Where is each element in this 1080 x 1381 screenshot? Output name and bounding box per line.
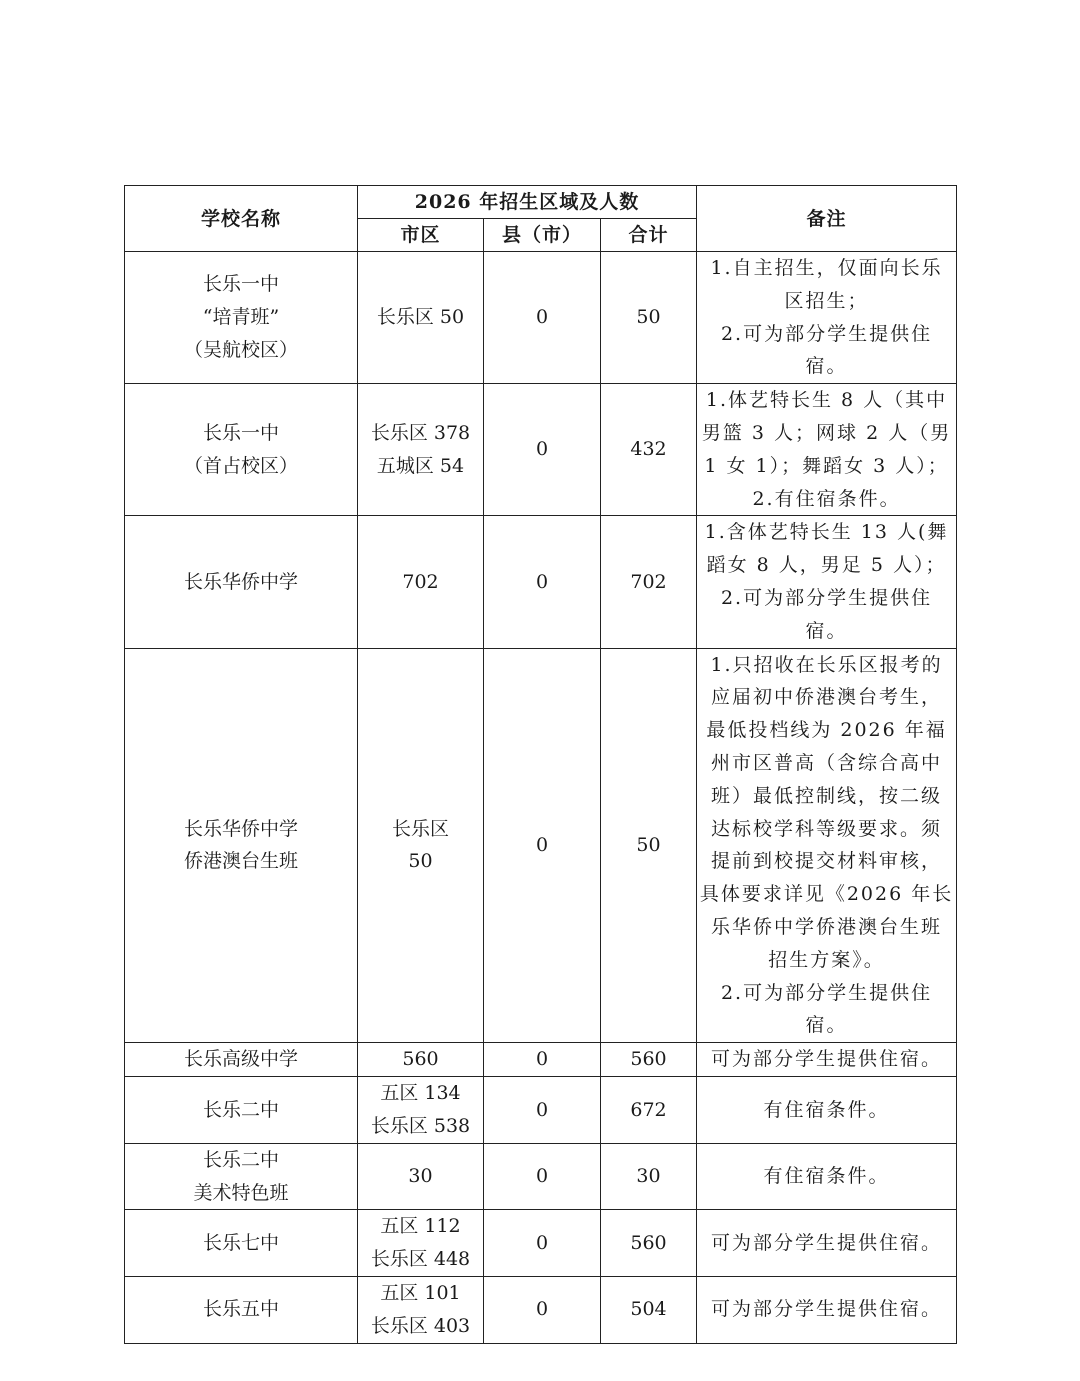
remark-cell-line: 最低投档线为 2026 年福 <box>706 719 947 742</box>
remark-cell-line: 1.含体艺特长生 13 人(舞 <box>704 521 949 544</box>
school-name-cell-line: “培青班” <box>202 306 280 329</box>
remark-cell-line: 达标校学科等级要求。须 <box>711 817 943 840</box>
remark-cell <box>697 1077 957 1144</box>
school-name-cell-line: 长乐二中 <box>202 1148 279 1171</box>
remark-cell-line: 2.可为部分学生提供住 <box>720 586 933 609</box>
city-quota-cell <box>358 1276 484 1343</box>
school-name-cell <box>125 384 358 516</box>
city-quota-cell-line: 长乐区 50 <box>376 306 465 329</box>
city-quota-cell-line: 五区 101 <box>380 1281 461 1304</box>
remark-cell-line: 提前到校提交材料审核， <box>711 850 943 873</box>
school-name-cell <box>125 648 358 1043</box>
remark-cell-line: 可为部分学生提供住宿。 <box>711 1298 943 1321</box>
remark-cell-line: 男篮 3 人；网球 2 人（男 <box>701 421 952 444</box>
school-name-cell <box>125 1210 358 1277</box>
county-quota-cell: 0 <box>484 1210 601 1277</box>
table-row <box>125 1276 957 1343</box>
total-quota-cell: 560 <box>601 1043 697 1077</box>
county-quota-cell: 0 <box>484 648 601 1043</box>
city-quota-cell-line: 五区 112 <box>380 1215 461 1238</box>
remark-cell <box>697 516 957 648</box>
city-quota-cell-line: 五区 134 <box>380 1082 461 1105</box>
city-quota-cell-line: 702 <box>402 570 439 593</box>
remark-cell-line: 宿。 <box>805 355 848 378</box>
city-quota-cell-line: 长乐区 538 <box>370 1114 471 1137</box>
remark-cell-line: 宿。 <box>805 619 848 642</box>
county-quota-cell: 0 <box>484 1077 601 1144</box>
header-school-name: 学校名称 <box>125 186 358 252</box>
county-quota-cell: 0 <box>484 384 601 516</box>
city-quota-cell <box>358 1077 484 1144</box>
header-remark: 备注 <box>697 186 957 252</box>
city-quota-cell-line: 30 <box>408 1165 433 1188</box>
remark-cell <box>697 1210 957 1277</box>
table-row <box>125 1143 957 1210</box>
remark-cell <box>697 1276 957 1343</box>
city-quota-cell-line: 长乐区 448 <box>370 1248 471 1271</box>
header-city: 市区 <box>358 219 484 252</box>
school-name-cell-line: （吴航校区） <box>183 338 298 361</box>
city-quota-cell <box>358 1210 484 1277</box>
school-name-cell <box>125 1077 358 1144</box>
remark-cell <box>697 1143 957 1210</box>
school-name-cell-line: 长乐一中 <box>202 273 279 296</box>
header-total: 合计 <box>601 219 697 252</box>
city-quota-cell-line: 560 <box>402 1048 439 1071</box>
county-quota-cell: 0 <box>484 1143 601 1210</box>
county-quota-cell: 0 <box>484 516 601 648</box>
total-quota-cell: 50 <box>601 252 697 384</box>
remark-cell-line: 1.只招收在长乐区报考的 <box>710 653 943 676</box>
school-name-cell <box>125 1276 358 1343</box>
remark-cell-line: 可为部分学生提供住宿。 <box>711 1048 943 1071</box>
school-name-cell-line: 美术特色班 <box>193 1181 289 1204</box>
city-quota-cell <box>358 1043 484 1077</box>
remark-cell-line: 1 女 1）；舞蹈女 3 人）； <box>704 454 949 477</box>
school-name-cell <box>125 516 358 648</box>
school-name-cell-line: （首占校区） <box>183 454 298 477</box>
header-region-group: 2026 年招生区域及人数 <box>358 186 697 219</box>
remark-cell <box>697 648 957 1043</box>
school-name-cell-line: 侨港澳台生班 <box>183 850 298 873</box>
total-quota-cell: 432 <box>601 384 697 516</box>
remark-cell-line: 有住宿条件。 <box>763 1098 890 1121</box>
county-quota-cell: 0 <box>484 1276 601 1343</box>
remark-cell <box>697 252 957 384</box>
table-row <box>125 1210 957 1277</box>
table-row <box>125 252 957 384</box>
school-name-cell-line: 长乐一中 <box>202 421 279 444</box>
city-quota-cell-line: 长乐区 <box>391 817 449 840</box>
remark-cell-line: 1.体艺特长生 8 人（其中 <box>705 389 948 412</box>
county-quota-cell: 0 <box>484 252 601 384</box>
city-quota-cell-line: 长乐区 403 <box>370 1314 471 1337</box>
school-name-cell-line: 长乐五中 <box>202 1298 279 1321</box>
total-quota-cell: 30 <box>601 1143 697 1210</box>
header-county: 县（市） <box>484 219 601 252</box>
admission-table <box>124 185 957 1344</box>
remark-cell <box>697 384 957 516</box>
city-quota-cell <box>358 648 484 1043</box>
remark-cell-line: 应届初中侨港澳台考生， <box>711 686 943 709</box>
total-quota-cell: 672 <box>601 1077 697 1144</box>
remark-cell-line: 蹈女 8 人，男足 5 人）； <box>706 554 947 577</box>
remark-cell-line: 1.自主招生，仅面向长乐 <box>710 257 943 279</box>
city-quota-cell-line: 50 <box>408 850 433 873</box>
table-row <box>125 648 957 1043</box>
remark-cell-line: 招生方案》。 <box>768 948 885 971</box>
remark-cell-line: 2.可为部分学生提供住 <box>720 981 933 1004</box>
remark-cell-line: 具体要求详见《2026 年长 <box>699 883 954 906</box>
school-name-cell-line: 长乐七中 <box>202 1231 279 1254</box>
remark-cell-line: 可为部分学生提供住宿。 <box>711 1231 943 1254</box>
remark-cell-line: 州市区普高（含综合高中 <box>711 751 943 774</box>
remark-cell-line: 2.可为部分学生提供住 <box>720 322 933 345</box>
city-quota-cell-line: 长乐区 378 <box>370 421 471 444</box>
table-row <box>125 1043 957 1077</box>
school-name-cell <box>125 1043 358 1077</box>
school-name-cell <box>125 1143 358 1210</box>
remark-cell-line: 班）最低控制线，按二级 <box>711 784 943 807</box>
school-name-cell-line: 长乐高级中学 <box>183 1048 298 1071</box>
remark-cell-line: 宿。 <box>805 1014 848 1037</box>
school-name-cell-line: 长乐华侨中学 <box>183 570 298 593</box>
remark-cell-line: 有住宿条件。 <box>763 1165 890 1188</box>
remark-cell-line: 乐华侨中学侨港澳台生班 <box>711 915 943 938</box>
remark-cell-line: 区招生； <box>784 289 869 312</box>
school-name-cell-line: 长乐华侨中学 <box>183 817 298 840</box>
remark-cell-line: 2.有住宿条件。 <box>752 487 901 510</box>
total-quota-cell: 50 <box>601 648 697 1043</box>
remark-cell <box>697 1043 957 1077</box>
city-quota-cell <box>358 516 484 648</box>
city-quota-cell-line: 五城区 54 <box>376 454 465 477</box>
total-quota-cell: 504 <box>601 1276 697 1343</box>
table-row <box>125 384 957 516</box>
city-quota-cell <box>358 1143 484 1210</box>
table-row <box>125 516 957 648</box>
school-name-cell <box>125 252 358 384</box>
city-quota-cell <box>358 384 484 516</box>
school-name-cell-line: 长乐二中 <box>202 1098 279 1121</box>
total-quota-cell: 702 <box>601 516 697 648</box>
total-quota-cell: 560 <box>601 1210 697 1277</box>
city-quota-cell <box>358 252 484 384</box>
county-quota-cell: 0 <box>484 1043 601 1077</box>
table-row <box>125 1077 957 1144</box>
